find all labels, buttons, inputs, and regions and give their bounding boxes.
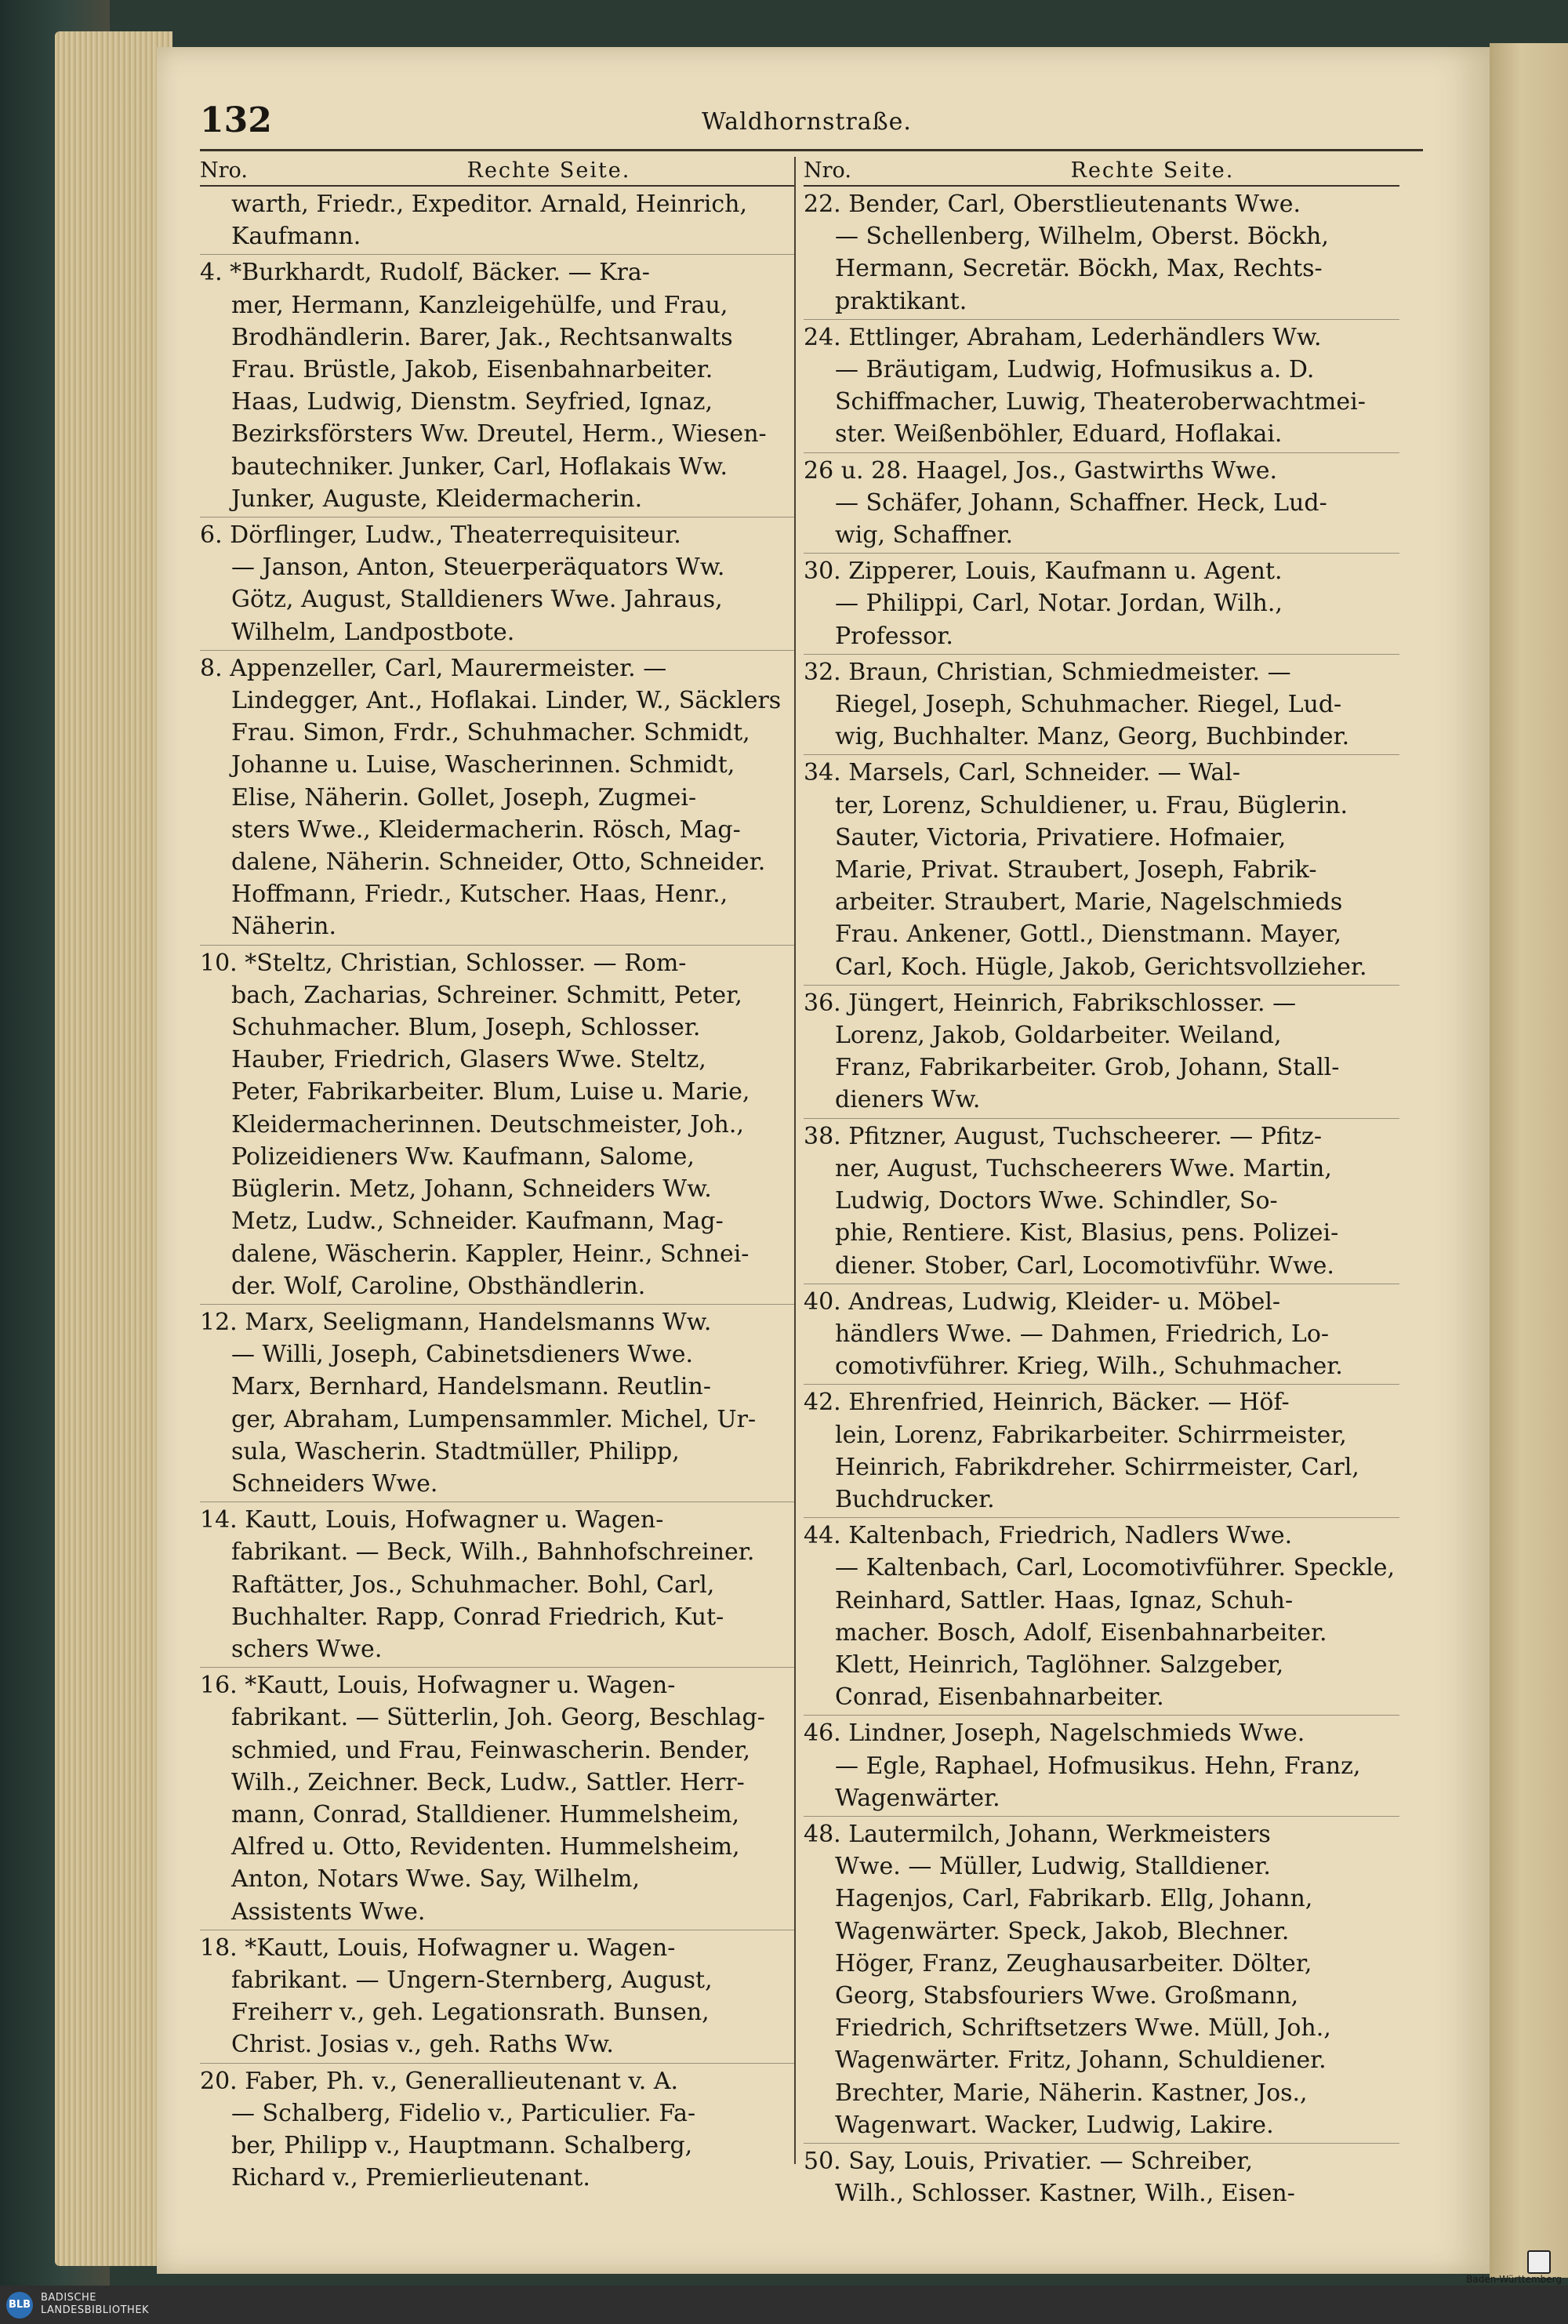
entry-line: Wilh., Schlosser. Kastner, Wilh., Eisen- xyxy=(835,2180,1295,2208)
entry-separator xyxy=(200,1304,796,1305)
entry-first-line: 42. Ehrenfried, Heinrich, Bäcker. — Höf- xyxy=(804,1389,1290,1417)
entry-first-line: 48. Lautermilch, Johann, Werkmeisters xyxy=(804,1820,1271,1848)
entry-line: fabrikant. — Beck, Wilh., Bahnhofschreiner. xyxy=(231,1538,755,1567)
entry-line: — Philippi, Carl, Notar. Jordan, Wilh., xyxy=(835,590,1283,618)
entry-line: Wilh., Zeichner. Beck, Ludw., Sattler. Herr- xyxy=(231,1768,745,1796)
entry-line: — Egle, Raphael, Hofmusikus. Hehn, Franz, xyxy=(835,1752,1361,1780)
entry-line: Polizeidieners Ww. Kaufmann, Salome, xyxy=(231,1142,695,1171)
entry-line: Carl, Koch. Hügle, Jakob, Gerichtsvollzieher. xyxy=(835,953,1367,981)
entry-separator xyxy=(804,1384,1399,1385)
entry-line: Riegel, Joseph, Schuhmacher. Riegel, Lud- xyxy=(835,691,1342,719)
entry-line: Brodhändlerin. Barer, Jak., Rechtsanwalts xyxy=(231,323,733,351)
entry-line: Freiherr v., geh. Legationsrath. Bunsen, xyxy=(231,1999,710,2027)
entry-line: Haas, Ludwig, Dienstm. Seyfried, Ignaz, xyxy=(231,388,713,416)
institution-line-2: LANDESBIBLIOTHEK xyxy=(41,2304,150,2316)
entry-line: Frau. Brüstle, Jakob, Eisenbahnarbeiter. xyxy=(231,356,713,384)
entry-line: Frau. Simon, Frdr., Schuhmacher. Schmidt, xyxy=(231,719,750,747)
column-nro-label: Nro. xyxy=(804,158,851,183)
entry-line: Johanne u. Luise, Wascherinnen. Schmidt, xyxy=(231,751,735,779)
region-label: Baden-Württemberg xyxy=(1466,2274,1562,2285)
entry-line: Wwe. — Müller, Ludwig, Stalldiener. xyxy=(835,1853,1271,1881)
entry-line: — Janson, Anton, Steuerperäquators Ww. xyxy=(231,554,725,582)
entry-line: Elise, Näherin. Gollet, Joseph, Zugmei- xyxy=(231,783,697,812)
entry-line: Hauber, Friedrich, Glasers Wwe. Steltz, xyxy=(231,1046,706,1074)
entry-separator xyxy=(804,452,1399,453)
right-column-lines xyxy=(804,188,1399,2210)
left-column xyxy=(200,157,796,2194)
entry-separator xyxy=(804,553,1399,554)
entry-line: ger, Abraham, Lumpensammler. Michel, Ur- xyxy=(231,1405,757,1433)
entry-line: Raftätter, Jos., Schuhmacher. Bohl, Carl, xyxy=(231,1571,715,1599)
entry-line: schmied, und Frau, Feinwascherin. Bender, xyxy=(231,1736,751,1764)
entry-first-line: 20. Faber, Ph. v., Generallieutenant v. A. xyxy=(200,2067,679,2095)
entry-line: bautechniker. Junker, Carl, Hoflakais Ww. xyxy=(231,452,728,481)
entry-line: Marx, Bernhard, Handelsmann. Reutlin- xyxy=(231,1373,711,1401)
entry-line: bach, Zacharias, Schreiner. Schmitt, Peter, xyxy=(231,981,742,1009)
entry-line: Anton, Notars Wwe. Say, Wilhelm, xyxy=(231,1865,640,1894)
entry-first-line: 26 u. 28. Haagel, Jos., Gastwirths Wwe. xyxy=(804,456,1278,485)
entry-line: fabrikant. — Sütterlin, Joh. Georg, Beschlag- xyxy=(231,1704,765,1732)
entry-separator xyxy=(804,1118,1399,1119)
entry-separator xyxy=(200,254,796,255)
entry-line: schers Wwe. xyxy=(231,1635,383,1663)
entry-line: Schuhmacher. Blum, Joseph, Schlosser. xyxy=(231,1014,701,1042)
entry-first-line: 16. *Kautt, Louis, Hofwagner u. Wagen- xyxy=(200,1672,676,1700)
entry-line: Hoffmann, Friedr., Kutscher. Haas, Henr., xyxy=(231,881,728,909)
entry-line: — Willi, Joseph, Cabinetsdieners Wwe. xyxy=(231,1341,693,1369)
entry-line: Höger, Franz, Zeughausarbeiter. Dölter, xyxy=(835,1949,1312,1977)
entry-line: Conrad, Eisenbahnarbeiter. xyxy=(835,1683,1164,1712)
entry-line: Kleidermacherinnen. Deutschmeister, Joh., xyxy=(231,1110,744,1138)
entry-first-line: 32. Braun, Christian, Schmiedmeister. — xyxy=(804,658,1291,686)
entry-first-line: 24. Ettlinger, Abraham, Lederhändlers Ww. xyxy=(804,323,1322,351)
entry-line: phie, Rentiere. Kist, Blasius, pens. Polizei- xyxy=(835,1219,1339,1247)
entry-separator xyxy=(804,754,1399,755)
entry-line: ner, August, Tuchscheerers Wwe. Martin, xyxy=(835,1154,1332,1182)
institution-name xyxy=(41,2292,149,2317)
entry-line: Klett, Heinrich, Taglöhner. Salzgeber, xyxy=(835,1650,1284,1679)
entry-line: fabrikant. — Ungern-Sternberg, August, xyxy=(231,1966,713,1994)
bw-emblem-icon xyxy=(1527,2250,1551,2274)
entry-line: — Bräutigam, Ludwig, Hofmusikus a. D. xyxy=(835,356,1315,384)
entry-first-line: 6. Dörflinger, Ludw., Theaterrequisiteur. xyxy=(200,521,681,550)
entry-line: ster. Weißenböhler, Eduard, Hoflakai. xyxy=(835,420,1283,448)
entry-line: Wilhelm, Landpostbote. xyxy=(231,618,515,646)
entry-line: Junker, Auguste, Kleidermacherin. xyxy=(231,485,643,513)
entry-line: Assistents Wwe. xyxy=(231,1897,426,1926)
entry-line: macher. Bosch, Adolf, Eisenbahnarbeiter. xyxy=(835,1618,1327,1647)
entry-line: Näherin. xyxy=(231,913,337,941)
right-column-head xyxy=(804,157,1399,187)
entry-first-line: 36. Jüngert, Heinrich, Fabrikschlosser. — xyxy=(804,989,1297,1017)
entry-line: Hagenjos, Carl, Fabrikarb. Ellg, Johann, xyxy=(835,1885,1313,1913)
blb-logo-icon: BLB xyxy=(6,2292,33,2319)
entry-line: Marie, Privat. Straubert, Joseph, Fabrik- xyxy=(835,856,1317,884)
header-rule xyxy=(200,149,1423,151)
running-head: Waldhornstraße. xyxy=(702,108,912,136)
entry-line: Sauter, Victoria, Privatiere. Hofmaier, xyxy=(835,823,1287,852)
entry-line: Brechter, Marie, Näherin. Kastner, Jos., xyxy=(835,2079,1308,2107)
page-header xyxy=(200,100,1423,147)
entry-line: der. Wolf, Caroline, Obsthändlerin. xyxy=(231,1272,646,1300)
entry-separator xyxy=(804,985,1399,986)
entry-line: dieners Ww. xyxy=(835,1086,981,1114)
entry-line: Büglerin. Metz, Johann, Schneiders Ww. xyxy=(231,1175,712,1204)
entry-line: Kaufmann. xyxy=(231,223,361,251)
entry-line: Buchhalter. Rapp, Conrad Friedrich, Kut- xyxy=(231,1603,724,1631)
entry-line: Friedrich, Schriftsetzers Wwe. Müll, Joh., xyxy=(835,2014,1331,2043)
entry-line: sula, Wascherin. Stadtmüller, Philipp, xyxy=(231,1437,680,1465)
footer-bar xyxy=(0,2286,1568,2324)
entry-line: Wagenwart. Wacker, Ludwig, Lakire. xyxy=(835,2111,1274,2139)
entry-first-line: 30. Zipperer, Louis, Kaufmann u. Agent. xyxy=(804,557,1283,586)
entry-line: Heinrich, Fabrikdreher. Schirrmeister, Carl, xyxy=(835,1453,1359,1481)
entry-first-line: 38. Pfitzner, August, Tuchscheerer. — Pfitz- xyxy=(804,1122,1322,1150)
entry-line: Götz, August, Stalldieners Wwe. Jahraus, xyxy=(231,586,723,614)
entry-line: Professor. xyxy=(835,622,953,650)
entry-separator xyxy=(200,1667,796,1668)
entry-separator xyxy=(804,654,1399,655)
entry-first-line: 46. Lindner, Joseph, Nagelschmieds Wwe. xyxy=(804,1719,1305,1748)
entry-separator xyxy=(804,1517,1399,1518)
entry-line: lein, Lorenz, Fabrikarbeiter. Schirrmeister, xyxy=(835,1421,1347,1449)
page-number: 132 xyxy=(200,100,272,140)
column-divider xyxy=(794,157,796,2164)
entry-line: warth, Friedr., Expeditor. Arnald, Heinrich, xyxy=(231,191,748,218)
entry-line: Wagenwärter. xyxy=(835,1784,1000,1812)
entry-line: Lorenz, Jakob, Goldarbeiter. Weiland, xyxy=(835,1022,1282,1050)
entry-first-line: 4. *Burkhardt, Rudolf, Bäcker. — Kra- xyxy=(200,259,650,287)
column-side-label: Rechte Seite. xyxy=(466,158,631,183)
entry-line: Buchdrucker. xyxy=(835,1485,995,1513)
column-side-label: Rechte Seite. xyxy=(1070,158,1235,183)
entry-line: Lindegger, Ant., Hoflakai. Linder, W., Säcklers xyxy=(231,687,782,715)
entry-line: praktikant. xyxy=(835,287,967,315)
entry-separator xyxy=(200,2063,796,2064)
entry-line: — Schäfer, Johann, Schaffner. Heck, Lud- xyxy=(835,488,1327,517)
entry-separator xyxy=(804,2143,1399,2144)
entry-line: mann, Conrad, Stalldiener. Hummelsheim, xyxy=(231,1800,740,1828)
entry-line: Christ. Josias v., geh. Raths Ww. xyxy=(231,2031,614,2059)
left-column-lines xyxy=(200,188,796,2194)
entry-line: ber, Philipp v., Hauptmann. Schalberg, xyxy=(231,2131,693,2159)
entry-first-line: 44. Kaltenbach, Friedrich, Nadlers Wwe. xyxy=(804,1522,1293,1550)
right-column xyxy=(804,157,1399,2210)
column-nro-label: Nro. xyxy=(200,158,248,183)
page-edges xyxy=(55,31,172,2266)
entry-line: diener. Stober, Carl, Locomotivführ. Wwe. xyxy=(835,1251,1334,1280)
entry-first-line: 8. Appenzeller, Carl, Maurermeister. — xyxy=(200,654,667,682)
entry-separator xyxy=(200,945,796,946)
entry-separator xyxy=(804,1715,1399,1716)
entry-line: Bezirksförsters Ww. Dreutel, Herm., Wiesen- xyxy=(231,420,767,448)
entry-line: Wagenwärter. Speck, Jakob, Blechner. xyxy=(835,1917,1290,1945)
entry-first-line: 22. Bender, Carl, Oberstlieutenants Wwe. xyxy=(804,191,1301,218)
entry-line: — Kaltenbach, Carl, Locomotivführer. Speckle, xyxy=(835,1554,1395,1582)
entry-line: mer, Hermann, Kanzleigehülfe, und Frau, xyxy=(231,291,728,319)
institution-line-1: BADISCHE xyxy=(41,2292,96,2304)
entry-line: arbeiter. Straubert, Marie, Nagelschmieds xyxy=(835,888,1343,917)
entry-first-line: 10. *Steltz, Christian, Schlosser. — Rom- xyxy=(200,949,687,977)
entry-first-line: 40. Andreas, Ludwig, Kleider- u. Möbel- xyxy=(804,1287,1281,1316)
entry-first-line: 12. Marx, Seeligmann, Handelsmanns Ww. xyxy=(200,1308,712,1336)
entry-line: dalene, Wäscherin. Kappler, Heinr., Schnei- xyxy=(231,1240,750,1268)
entry-first-line: 14. Kautt, Louis, Hofwagner u. Wagen- xyxy=(200,1506,664,1534)
entry-separator xyxy=(804,319,1399,320)
entry-first-line: 18. *Kautt, Louis, Hofwagner u. Wagen- xyxy=(200,1934,676,1962)
entry-line: Georg, Stabsfouriers Wwe. Großmann, xyxy=(835,1981,1299,2010)
entry-line: Wagenwärter. Fritz, Johann, Schuldiener. xyxy=(835,2046,1327,2075)
entry-line: Schiffmacher, Luwig, Theateroberwachtmei- xyxy=(835,388,1366,416)
entry-line: händlers Wwe. — Dahmen, Friedrich, Lo- xyxy=(835,1320,1330,1348)
entry-line: dalene, Näherin. Schneider, Otto, Schneider. xyxy=(231,848,766,877)
left-column-head xyxy=(200,157,796,187)
entry-separator xyxy=(200,650,796,651)
entry-first-line: 50. Say, Louis, Privatier. — Schreiber, xyxy=(804,2147,1254,2175)
entry-line: wig, Schaffner. xyxy=(835,521,1014,550)
entry-line: — Schellenberg, Wilhelm, Oberst. Böckh, xyxy=(835,223,1329,251)
entry-separator xyxy=(804,1816,1399,1817)
entry-line: Frau. Ankener, Gottl., Dienstmann. Mayer, xyxy=(835,921,1341,949)
entry-line: sters Wwe., Kleidermacherin. Rösch, Mag- xyxy=(231,815,741,844)
entry-line: Richard v., Premierlieutenant. xyxy=(231,2164,590,2192)
entry-line: wig, Buchhalter. Manz, Georg, Buchbinder. xyxy=(835,723,1350,751)
entry-line: Hermann, Secretär. Böckh, Max, Rechts- xyxy=(835,255,1323,283)
facing-page-edge xyxy=(1490,43,1568,2278)
entry-line: Schneiders Wwe. xyxy=(231,1469,438,1498)
entry-line: — Schalberg, Fidelio v., Particulier. Fa- xyxy=(231,2099,696,2127)
entry-line: comotivführer. Krieg, Wilh., Schuhmacher. xyxy=(835,1353,1343,1381)
entry-line: Alfred u. Otto, Revidenten. Hummelsheim, xyxy=(231,1833,740,1861)
entry-first-line: 34. Marsels, Carl, Schneider. — Wal- xyxy=(804,759,1241,787)
entry-line: ter, Lorenz, Schuldiener, u. Frau, Büglerin. xyxy=(835,791,1348,819)
entry-line: Peter, Fabrikarbeiter. Blum, Luise u. Marie, xyxy=(231,1078,750,1106)
entry-line: Reinhard, Sattler. Haas, Ignaz, Schuh- xyxy=(835,1586,1294,1614)
entry-line: Ludwig, Doctors Wwe. Schindler, So- xyxy=(835,1187,1278,1215)
entry-line: Franz, Fabrikarbeiter. Grob, Johann, Stall- xyxy=(835,1054,1340,1082)
entry-line: Metz, Ludw., Schneider. Kaufmann, Mag- xyxy=(231,1207,724,1236)
